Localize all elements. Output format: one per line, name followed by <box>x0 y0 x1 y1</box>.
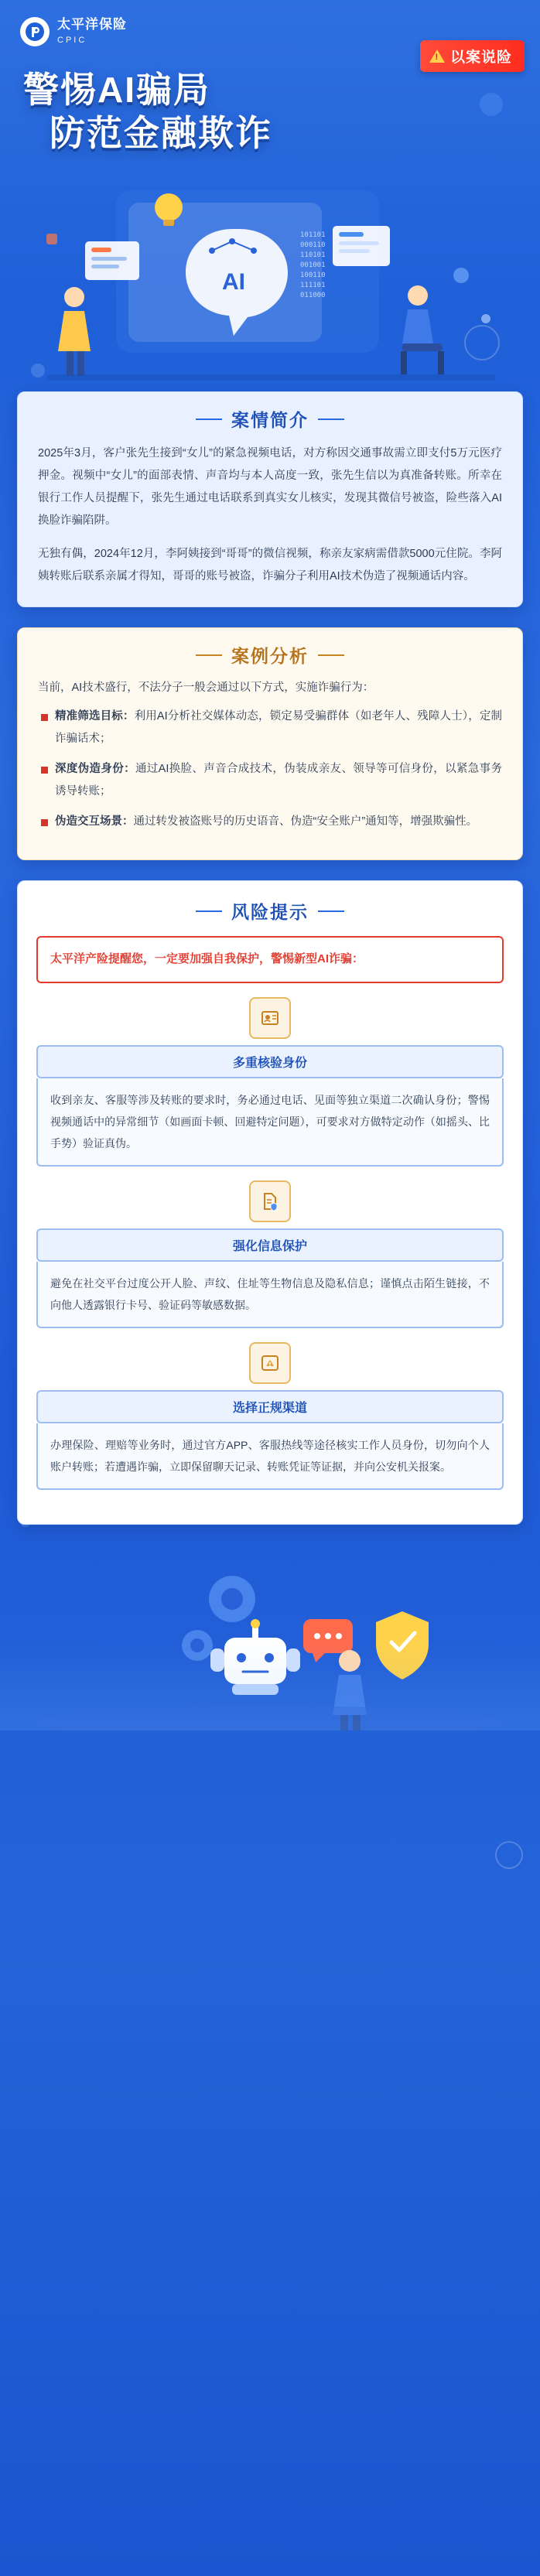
page-header <box>0 0 540 66</box>
title-rule-left <box>196 910 222 912</box>
case-summary-body <box>18 439 522 606</box>
list-item-text: 通过AI换脸、声音合成技术，伪装成亲友、领导等可信身份，以紧急事务诱导转账； <box>55 763 502 798</box>
svg-text:101101: 101101 <box>300 231 326 240</box>
risk-tip-2-heading: 强化信息保护 <box>36 1228 504 1262</box>
case-summary-heading: 案情简介 <box>231 410 309 431</box>
hero-graphic <box>0 159 540 391</box>
list-item <box>41 811 502 833</box>
title-rule-right <box>318 910 344 912</box>
risk-tip-3 <box>36 1342 504 1490</box>
case-analysis-title <box>18 628 522 675</box>
list-item <box>41 758 502 803</box>
svg-text:001001: 001001 <box>300 261 326 270</box>
risk-lead-text: 太平洋产险提醒您，一定要加强自我保护，警惕新型AI诈骗： <box>36 936 504 983</box>
footer-wave <box>0 1638 540 1730</box>
svg-text:011000: 011000 <box>300 292 326 300</box>
brand-text <box>57 18 127 46</box>
risk-tip-1 <box>36 997 504 1167</box>
decor-ring <box>495 1841 523 1869</box>
brand-name-cn: 太平洋保险 <box>57 16 127 32</box>
risk-tip-1-icon-wrap <box>36 997 504 1039</box>
list-item-label: 深度伪造身份： <box>55 763 135 776</box>
list-item <box>41 705 502 750</box>
hero-illustration <box>0 159 540 391</box>
cpic-logo-icon <box>20 17 50 46</box>
id-card-scan-icon <box>249 997 291 1039</box>
risk-tip-3-body: 办理保险、理赔等业务时，通过官方APP、客服热线等途径核实工作人员身份，切勿向个人账户转账；若遭遇诈骗，立即保留聊天记录、转账凭证等证据，并向公安机关报案。 <box>36 1423 504 1490</box>
risk-tip-2-icon-wrap <box>36 1180 504 1222</box>
list-item-text: 利用AI分析社交媒体动态，锁定易受骗群体（如老年人、残障人士），定制诈骗话术； <box>55 710 503 746</box>
risk-tip-2-body: 避免在社交平台过度公开人脸、声纹、住址等生物信息及隐私信息；谨慎点击陌生链接，不向他人透露银行卡号、验证码等敏感数据。 <box>36 1262 504 1328</box>
case-summary-card <box>17 391 523 607</box>
title-rule-left <box>196 419 222 420</box>
risk-tips-title <box>18 881 522 931</box>
case-summary-paragraph: 2025年3月，客户张先生接到“女儿”的紧急视频电话，对方称因交通事故需立即支付5万元医疗押金。视频中“女儿”的面部表情、声音均与本人高度一致，张先生信以为真准备转账。所幸在银行工作人员提醒下，张先生通过电话联系到真实女儿核实，发现其微信号被盗，险些落入AI换脸诈骗陷阱。 <box>38 447 502 528</box>
case-summary-title <box>18 392 522 439</box>
risk-tip-1-heading: 多重核验身份 <box>36 1045 504 1078</box>
svg-text:000110: 000110 <box>300 241 326 250</box>
page-title <box>0 46 540 155</box>
svg-text:111101: 111101 <box>300 282 326 290</box>
brand-name-en: CPIC <box>57 35 87 45</box>
risk-tip-3-icon-wrap <box>36 1342 504 1384</box>
document-shield-icon <box>249 1180 291 1222</box>
list-item-label: 伪造交互场景： <box>55 815 134 828</box>
case-analysis-card <box>17 627 523 860</box>
title-line-1: 警惕AI骗局 <box>23 70 210 110</box>
case-summary-paragraph: 无独有偶，2024年12月，李阿姨接到“哥哥”的微信视频，称亲友家病需借款5000元住院。李阿姨转账后联系亲属才得知，哥哥的账号被盗，诈骗分子利用AI技术伪造了视频通话内容。 <box>38 548 502 583</box>
title-rule-right <box>318 654 344 656</box>
case-analysis-intro: 当前，AI技术盛行，不法分子一般会通过以下方式，实施诈骗行为： <box>38 682 374 695</box>
title-rule-right <box>318 419 344 420</box>
risk-tip-1-body: 收到亲友、客服等涉及转账的要求时，务必通过电话、见面等独立渠道二次确认身份；警惕视频通话中的异常细节（如画面卡顿、回避特定问题），可要求对方做特定动作（如摇头、比手势）验证真伪。 <box>36 1078 504 1167</box>
title-rule-left <box>196 654 222 656</box>
svg-text:110101: 110101 <box>300 251 326 260</box>
case-analysis-heading: 案例分析 <box>231 646 309 667</box>
footer-illustration <box>0 1545 540 1730</box>
risk-tips-card <box>17 880 523 1525</box>
risk-tip-2 <box>36 1180 504 1328</box>
svg-text:AI: AI <box>222 269 245 296</box>
risk-tips-heading: 风险提示 <box>231 902 309 923</box>
title-line-2: 防范金融欺诈 <box>50 113 272 154</box>
risk-tip-3-heading: 选择正规渠道 <box>36 1390 504 1423</box>
svg-text:100110: 100110 <box>300 272 326 280</box>
list-item-text: 通过转发被盗账号的历史语音、伪造“安全账户”通知等，增强欺骗性。 <box>133 815 478 828</box>
warning-channel-icon <box>249 1342 291 1384</box>
list-item-label: 精准筛选目标： <box>55 710 135 723</box>
case-badge-label: 以案说险 <box>449 50 512 66</box>
case-analysis-list <box>18 705 522 859</box>
